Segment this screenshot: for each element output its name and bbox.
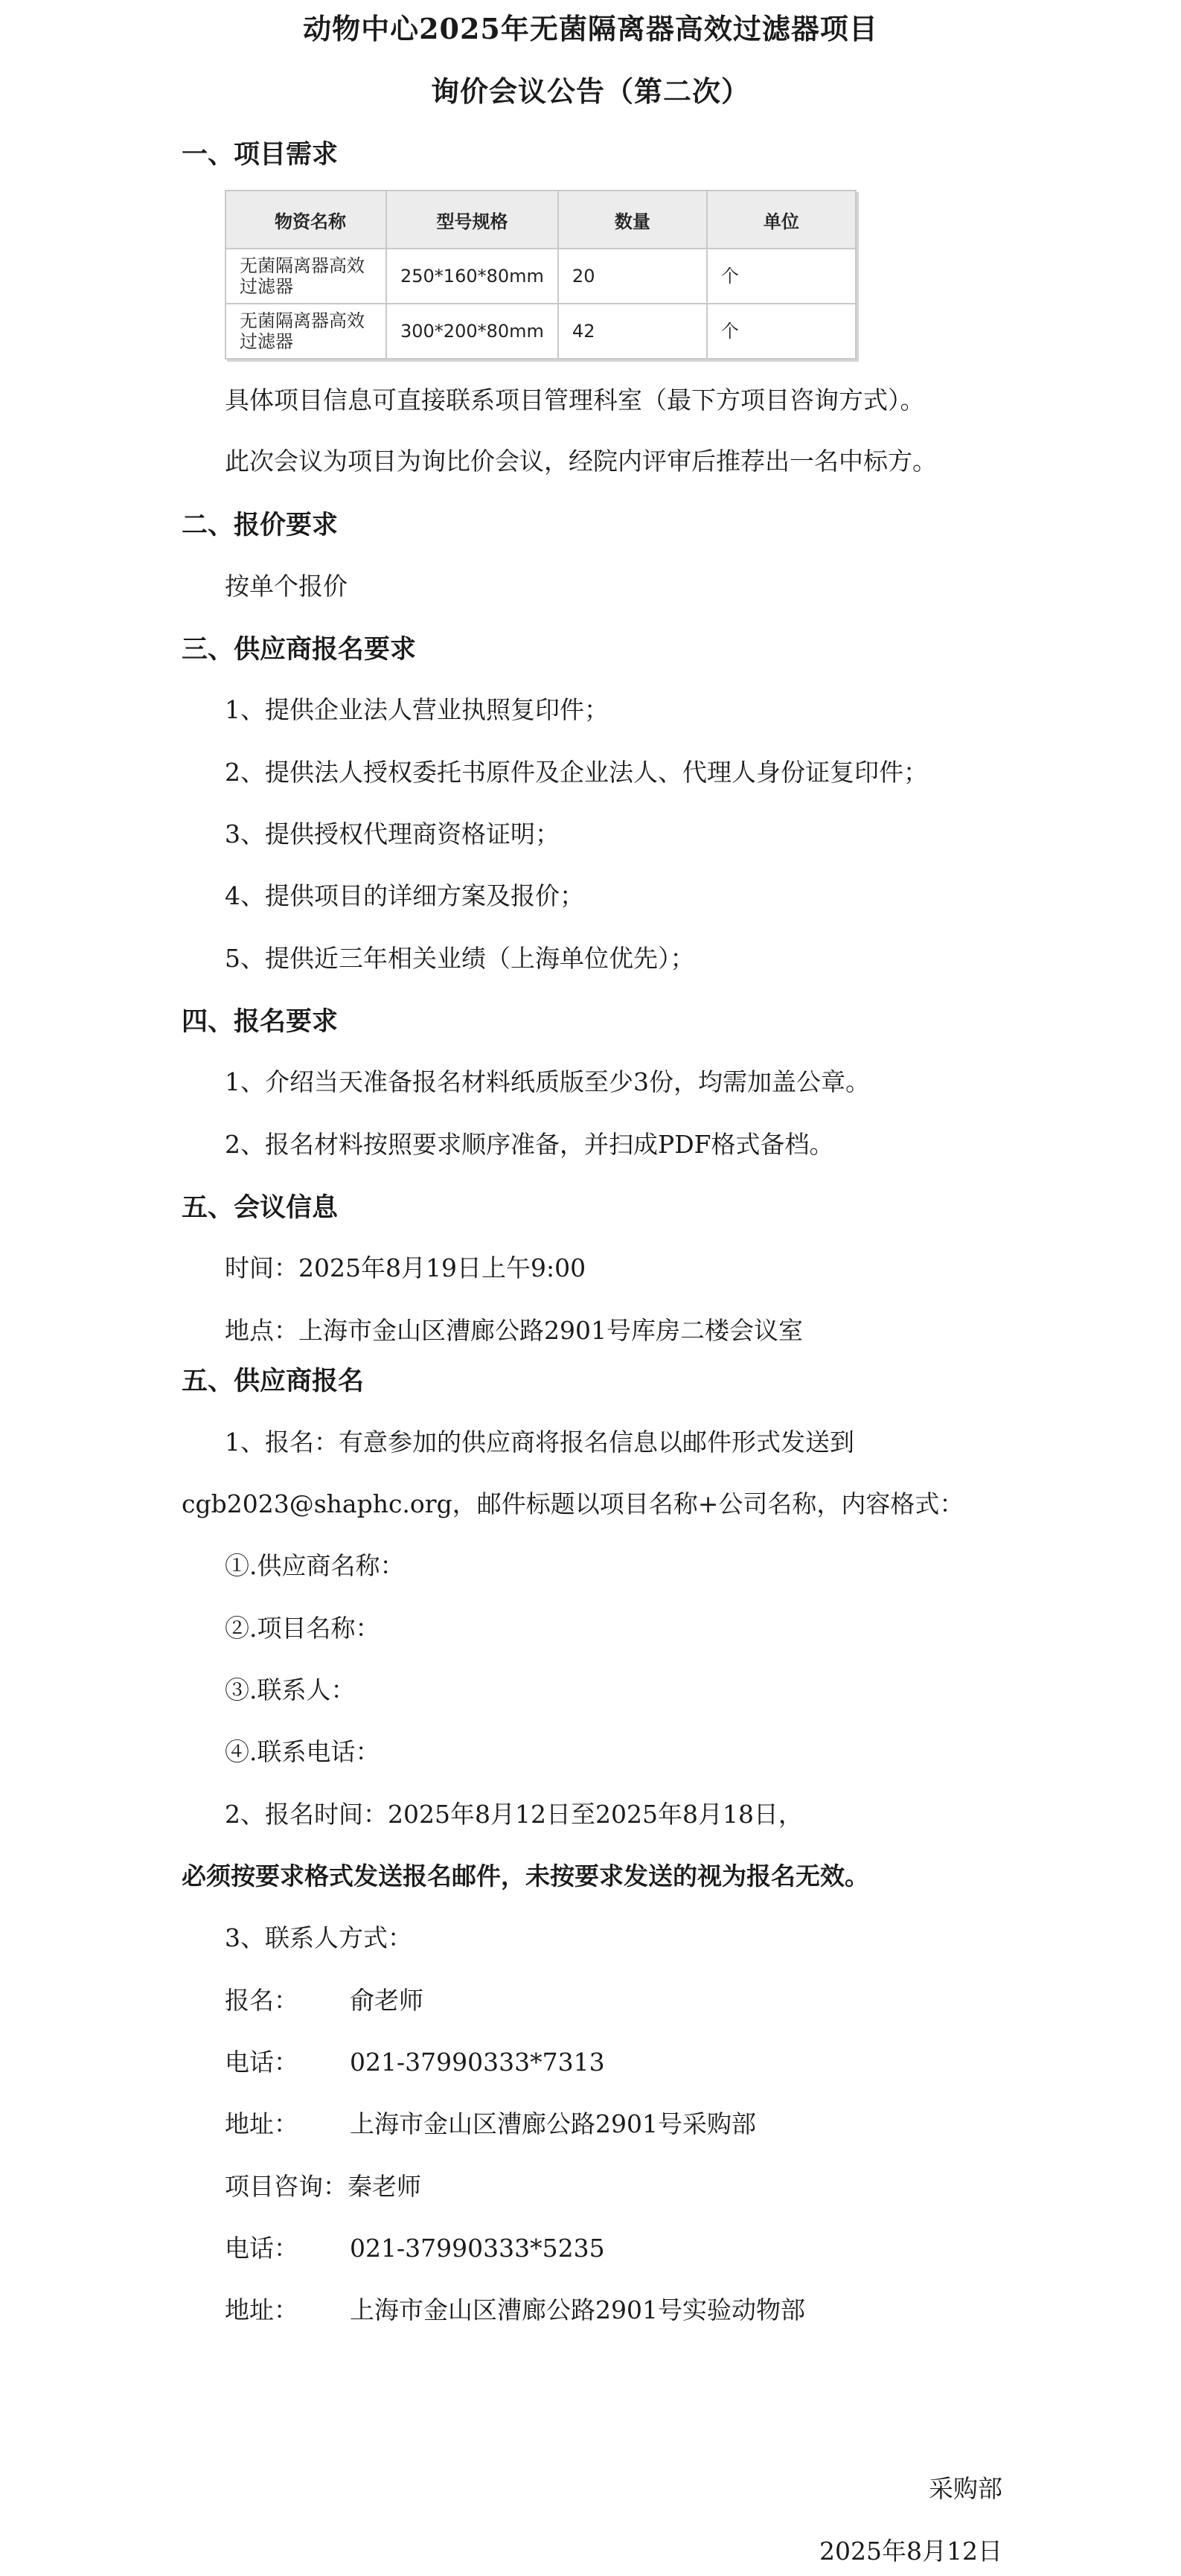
contact-value: 021-37990333*7313: [350, 2048, 605, 2077]
contact-label: 地址：: [225, 2109, 298, 2138]
table-header-cell: 数量: [558, 191, 707, 249]
table-cell: 无菌隔离器高效过滤器: [225, 304, 386, 359]
list-item: 1、介绍当天准备报名材料纸质版至少3份，均需加盖公章。: [225, 1067, 870, 1096]
table-header-cell: 单位: [707, 191, 856, 249]
contact-registration: [225, 1981, 423, 2016]
footer-department: 采购部: [929, 2474, 1002, 2503]
table-cell: 个: [707, 304, 856, 359]
evaluation-paragraph: 此次会议为项目为询比价会议，经院内评审后推荐出一名中标方。: [225, 447, 937, 476]
contact-label: 报名：: [225, 1986, 298, 2015]
contact-value: 021-37990333*5235: [350, 2234, 605, 2263]
table-cell: 300*200*80mm: [386, 304, 558, 359]
form-field-contact-person: ③.联系人：: [225, 1675, 356, 1704]
contact-heading: 3、联系人方式：: [225, 1923, 412, 1952]
contact-value: 上海市金山区漕廊公路2901号采购部: [350, 2109, 756, 2138]
form-field-project-name: ②.项目名称：: [225, 1614, 380, 1643]
items-table: [225, 190, 857, 359]
registration-line-1: 1、报名：有意参加的供应商将报名信息以邮件形式发送到: [225, 1428, 854, 1457]
contact-address: [225, 2105, 756, 2140]
consult-contact: 项目咨询：秦老师: [225, 2172, 421, 2201]
section-heading-requirements: 一、项目需求: [182, 139, 339, 170]
list-item: 1、提供企业法人营业执照复印件；: [225, 695, 609, 724]
consult-phone: [225, 2229, 605, 2264]
contact-value: 俞老师: [350, 1986, 423, 2015]
section-heading-registration-requirements: 四、报名要求: [182, 1006, 339, 1037]
consult-address: [225, 2291, 805, 2326]
list-item: 5、提供近三年相关业绩（上海单位优先）；: [225, 944, 695, 973]
contact-label: 电话：: [225, 2234, 298, 2263]
form-field-supplier-name: ①.供应商名称：: [225, 1551, 405, 1580]
table-cell: 20: [558, 249, 707, 304]
table-cell: 250*160*80mm: [386, 249, 558, 304]
table-header-cell: 型号规格: [386, 191, 558, 249]
list-item: 3、提供授权代理商资格证明；: [225, 819, 560, 848]
contact-phone: [225, 2043, 605, 2078]
section-heading-supplier-registration: 五、供应商报名: [182, 1366, 365, 1396]
registration-warning: 必须按要求格式发送报名邮件，未按要求发送的视为报名无效。: [182, 1861, 869, 1891]
footer-date: 2025年8月12日: [819, 2537, 1002, 2566]
title-line-1: 动物中心2025年无菌隔离器高效过滤器项目: [303, 12, 878, 45]
contact-label: 电话：: [225, 2048, 298, 2077]
list-item: 4、提供项目的详细方案及报价；: [225, 881, 584, 910]
table-row: [225, 249, 856, 304]
list-item: 2、报名材料按照要求顺序准备，并扫成PDF格式备档。: [225, 1130, 834, 1159]
table-header-row: [225, 191, 856, 249]
table-cell: 个: [707, 249, 856, 304]
registration-time: 2、报名时间：2025年8月12日至2025年8月18日，: [225, 1800, 803, 1829]
table-cell: 42: [558, 304, 707, 359]
section-heading-meeting-info: 五、会议信息: [182, 1192, 339, 1223]
form-field-contact-phone: ④.联系电话：: [225, 1737, 380, 1766]
section-heading-supplier-requirements: 三、供应商报名要求: [182, 634, 417, 665]
table-cell: 无菌隔离器高效过滤器: [225, 249, 386, 304]
meeting-time: 时间：2025年8月19日上午9:00: [225, 1253, 586, 1282]
title-line-2: 询价会议公告（第二次）: [430, 74, 750, 108]
project-info-paragraph: 具体项目信息可直接联系项目管理科室（最下方项目咨询方式）。: [225, 386, 925, 415]
contact-value: 上海市金山区漕廊公路2901号实验动物部: [350, 2295, 805, 2324]
section-heading-quotation: 二、报价要求: [182, 510, 339, 540]
list-item: 2、提供法人授权委托书原件及企业法人、代理人身份证复印件；: [225, 758, 928, 787]
contact-label: 地址：: [225, 2295, 298, 2324]
meeting-place: 地点：上海市金山区漕廊公路2901号库房二楼会议室: [225, 1316, 803, 1345]
registration-line-2: cgb2023@shaphc.org，邮件标题以项目名称+公司名称，内容格式：: [182, 1489, 964, 1518]
table-header-cell: 物资名称: [225, 191, 386, 249]
table-row: [225, 304, 856, 359]
quotation-paragraph: 按单个报价: [225, 572, 348, 601]
